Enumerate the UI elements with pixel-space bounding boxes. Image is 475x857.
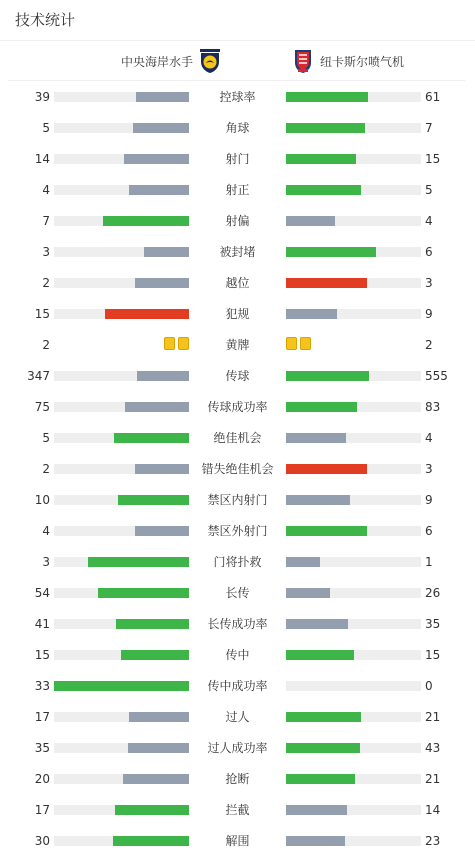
stat-label: 长传 xyxy=(225,586,250,600)
stat-row xyxy=(0,267,475,298)
stat-row xyxy=(0,174,475,205)
away-stat-bar xyxy=(286,526,367,536)
home-stat-value: 41 xyxy=(34,617,50,631)
home-stat-bar xyxy=(129,712,189,722)
teams-header xyxy=(8,41,465,81)
home-stat-bar-track xyxy=(54,712,189,722)
away-stat-value: 83 xyxy=(425,400,441,414)
home-stat-bar xyxy=(129,185,189,195)
home-stat-bar-track xyxy=(54,557,189,567)
stat-row xyxy=(0,515,475,546)
away-stat-bar-track xyxy=(286,402,421,412)
away-stat-bar xyxy=(286,433,346,443)
home-stat-bar xyxy=(144,247,189,257)
stat-row xyxy=(0,329,475,360)
away-stat-bar-track xyxy=(286,619,421,629)
home-stat-value: 3 xyxy=(42,245,50,259)
away-stat-bar-track xyxy=(286,805,421,815)
home-stat-value: 4 xyxy=(42,183,50,197)
stat-label: 过人成功率 xyxy=(207,741,268,755)
away-stat-bar xyxy=(286,154,356,164)
home-stat-value: 5 xyxy=(42,121,50,135)
home-stat-bar xyxy=(114,433,189,443)
away-team[interactable] xyxy=(291,41,404,81)
home-stat-bar xyxy=(125,402,189,412)
away-stat-bar-track xyxy=(286,650,421,660)
stat-row xyxy=(0,391,475,422)
home-stat-bar-track xyxy=(54,123,189,133)
stat-row xyxy=(0,453,475,484)
newcastle-jets-logo-icon xyxy=(291,48,315,74)
home-stat-bar-track xyxy=(54,774,189,784)
home-stat-value: 7 xyxy=(42,214,50,228)
home-stat-bar xyxy=(88,557,189,567)
away-stat-bar-track xyxy=(286,464,421,474)
away-stat-value: 15 xyxy=(425,648,441,662)
central-coast-mariners-logo-icon xyxy=(198,48,222,74)
away-stat-value: 9 xyxy=(425,493,433,507)
home-stat-bar-track xyxy=(54,185,189,195)
away-stat-bar xyxy=(286,371,369,381)
home-stat-bar-track xyxy=(54,588,189,598)
away-stat-bar xyxy=(286,92,368,102)
stats-list xyxy=(0,81,475,856)
stat-label: 传球 xyxy=(225,369,250,383)
home-stat-bar-track xyxy=(54,278,189,288)
away-stat-value: 9 xyxy=(425,307,433,321)
away-stat-bar-track xyxy=(286,123,421,133)
away-stat-bar xyxy=(286,185,361,195)
away-stat-bar xyxy=(286,247,376,257)
away-stat-value: 23 xyxy=(425,834,441,848)
away-stat-value: 43 xyxy=(425,741,441,755)
home-stat-value: 347 xyxy=(27,369,50,383)
home-team-name: 中央海岸水手 xyxy=(120,54,193,69)
stat-row xyxy=(0,577,475,608)
away-stat-bar-track xyxy=(286,557,421,567)
home-stat-bar xyxy=(128,743,189,753)
home-stat-bar xyxy=(124,154,189,164)
away-stat-bar-track xyxy=(286,371,421,381)
away-stat-bar-track xyxy=(286,185,421,195)
away-stat-value: 555 xyxy=(425,369,448,383)
stat-row xyxy=(0,298,475,329)
away-stat-bar xyxy=(286,278,367,288)
home-stat-bar xyxy=(136,92,189,102)
stat-label: 射门 xyxy=(225,152,250,166)
stat-label: 被封堵 xyxy=(219,245,256,259)
home-stat-value: 2 xyxy=(42,276,50,290)
stat-label: 禁区外射门 xyxy=(207,524,268,538)
away-stat-bar-track xyxy=(286,216,421,226)
away-stat-bar-track xyxy=(286,712,421,722)
home-stat-bar xyxy=(135,278,189,288)
away-stat-bar-track xyxy=(286,774,421,784)
away-stat-bar xyxy=(286,712,361,722)
away-stat-bar xyxy=(286,402,357,412)
home-stat-bar-track xyxy=(54,526,189,536)
away-stat-value: 6 xyxy=(425,245,433,259)
home-stat-value: 15 xyxy=(34,648,50,662)
away-stat-value: 26 xyxy=(425,586,441,600)
yellow-card-icon xyxy=(164,337,175,350)
stat-row xyxy=(0,763,475,794)
stat-row xyxy=(0,732,475,763)
away-stat-bar xyxy=(286,216,335,226)
home-stat-bar-track xyxy=(54,495,189,505)
stat-label: 越位 xyxy=(225,276,250,290)
away-stat-bar xyxy=(286,309,337,319)
away-stat-value: 14 xyxy=(425,803,441,817)
yellow-card-icon xyxy=(300,337,311,350)
away-stat-value: 15 xyxy=(425,152,441,166)
stat-label: 绝佳机会 xyxy=(213,431,262,445)
away-stat-value: 3 xyxy=(425,462,433,476)
home-stat-value: 14 xyxy=(34,152,50,166)
home-stat-value: 3 xyxy=(42,555,50,569)
stat-label: 传中成功率 xyxy=(207,679,268,693)
home-stat-bar xyxy=(116,619,189,629)
away-stat-value: 4 xyxy=(425,214,433,228)
home-stat-bar xyxy=(115,805,189,815)
stat-label: 错失绝佳机会 xyxy=(201,462,274,476)
stat-label: 禁区内射门 xyxy=(207,493,268,507)
stat-label: 抢断 xyxy=(225,772,250,786)
yellow-card-icon xyxy=(178,337,189,350)
home-stat-bar xyxy=(105,309,189,319)
home-stat-bar-track xyxy=(54,836,189,846)
stat-label: 射偏 xyxy=(225,214,250,228)
home-stat-value: 20 xyxy=(34,772,50,786)
stat-label: 门将扑救 xyxy=(213,555,262,569)
away-stat-bar-track xyxy=(286,433,421,443)
home-stat-value: 54 xyxy=(34,586,50,600)
away-stat-bar xyxy=(286,123,365,133)
away-stat-value: 1 xyxy=(425,555,433,569)
away-stat-bar xyxy=(286,805,347,815)
stat-label: 黄牌 xyxy=(225,338,250,352)
home-stat-bar-track xyxy=(54,743,189,753)
away-stat-bar xyxy=(286,495,350,505)
away-stat-bar-track xyxy=(286,526,421,536)
home-stat-bar xyxy=(54,681,189,691)
home-stat-value: 5 xyxy=(42,431,50,445)
away-stat-bar xyxy=(286,619,348,629)
stat-row xyxy=(0,205,475,236)
away-stat-bar-track xyxy=(286,154,421,164)
home-stat-bar xyxy=(135,526,189,536)
stat-label: 射正 xyxy=(225,183,250,197)
stat-row xyxy=(0,825,475,856)
home-stat-bar-track xyxy=(54,371,189,381)
home-team[interactable] xyxy=(121,41,222,81)
stat-label: 角球 xyxy=(225,121,250,135)
home-stat-value: 2 xyxy=(42,462,50,476)
away-stat-value: 0 xyxy=(425,679,433,693)
stat-row xyxy=(0,112,475,143)
stat-row xyxy=(0,360,475,391)
home-stat-value: 35 xyxy=(34,741,50,755)
away-stat-value: 21 xyxy=(425,710,441,724)
stat-label: 长传成功率 xyxy=(207,617,268,631)
away-stat-bar xyxy=(286,836,345,846)
stat-label: 拦截 xyxy=(225,803,250,817)
stat-label: 过人 xyxy=(225,710,250,724)
away-yellow-cards xyxy=(286,337,311,350)
home-yellow-cards xyxy=(164,337,189,350)
away-stat-bar-track xyxy=(286,681,421,691)
home-stat-bar-track xyxy=(54,92,189,102)
home-stat-bar xyxy=(137,371,189,381)
stat-label: 控球率 xyxy=(219,90,256,104)
away-stat-bar-track xyxy=(286,247,421,257)
away-stat-value: 7 xyxy=(425,121,433,135)
away-stat-bar-track xyxy=(286,309,421,319)
stat-label: 解围 xyxy=(225,834,250,848)
stat-row xyxy=(0,422,475,453)
home-stat-bar-track xyxy=(54,805,189,815)
away-stat-bar xyxy=(286,774,355,784)
home-stat-bar-track xyxy=(54,216,189,226)
away-stat-bar-track xyxy=(286,836,421,846)
home-stat-bar-track xyxy=(54,309,189,319)
away-stat-bar-track xyxy=(286,495,421,505)
home-stat-bar-track xyxy=(54,681,189,691)
away-stat-bar xyxy=(286,650,354,660)
stat-row xyxy=(0,143,475,174)
stat-row xyxy=(0,794,475,825)
stat-row xyxy=(0,701,475,732)
home-stat-bar xyxy=(133,123,189,133)
home-stat-value: 4 xyxy=(42,524,50,538)
home-stat-bar xyxy=(118,495,189,505)
stat-row xyxy=(0,546,475,577)
away-stat-bar xyxy=(286,557,320,567)
home-stat-bar xyxy=(123,774,189,784)
home-stat-bar xyxy=(135,464,189,474)
home-stat-bar xyxy=(98,588,189,598)
home-stat-bar xyxy=(113,836,189,846)
yellow-card-icon xyxy=(286,337,297,350)
home-stat-bar-track xyxy=(54,650,189,660)
away-stat-bar-track xyxy=(286,92,421,102)
home-stat-value: 2 xyxy=(42,338,50,352)
home-stat-value: 30 xyxy=(34,834,50,848)
home-stat-bar-track xyxy=(54,433,189,443)
away-team-name: 纽卡斯尔喷气机 xyxy=(320,54,405,69)
home-stat-value: 33 xyxy=(34,679,50,693)
home-stat-value: 39 xyxy=(34,90,50,104)
away-stat-value: 3 xyxy=(425,276,433,290)
away-stat-bar-track xyxy=(286,278,421,288)
home-stat-bar xyxy=(103,216,189,226)
away-stat-value: 61 xyxy=(425,90,441,104)
away-stat-bar-track xyxy=(286,743,421,753)
away-stat-value: 2 xyxy=(425,338,433,352)
away-stat-bar xyxy=(286,464,367,474)
stat-label: 犯规 xyxy=(225,307,250,321)
stat-label: 传中 xyxy=(225,648,250,662)
away-stat-value: 21 xyxy=(425,772,441,786)
stat-row xyxy=(0,236,475,267)
stat-row xyxy=(0,670,475,701)
home-stat-value: 75 xyxy=(34,400,50,414)
stat-row xyxy=(0,81,475,112)
page-title: 技术统计 xyxy=(15,11,76,29)
away-stat-bar xyxy=(286,588,330,598)
stat-label: 传球成功率 xyxy=(207,400,268,414)
home-stat-bar xyxy=(121,650,189,660)
away-stat-value: 6 xyxy=(425,524,433,538)
home-stat-value: 17 xyxy=(34,710,50,724)
home-stat-bar-track xyxy=(54,619,189,629)
stat-row xyxy=(0,484,475,515)
home-stat-bar-track xyxy=(54,247,189,257)
away-stat-bar-track xyxy=(286,588,421,598)
stat-row xyxy=(0,639,475,670)
home-stat-bar-track xyxy=(54,464,189,474)
away-stat-bar xyxy=(286,743,360,753)
home-stat-value: 15 xyxy=(34,307,50,321)
stat-row xyxy=(0,608,475,639)
home-stat-bar-track xyxy=(54,402,189,412)
home-stat-bar-track xyxy=(54,154,189,164)
away-stat-value: 5 xyxy=(425,183,433,197)
away-stat-value: 35 xyxy=(425,617,441,631)
away-stat-value: 4 xyxy=(425,431,433,445)
home-stat-value: 10 xyxy=(34,493,50,507)
home-stat-value: 17 xyxy=(34,803,50,817)
